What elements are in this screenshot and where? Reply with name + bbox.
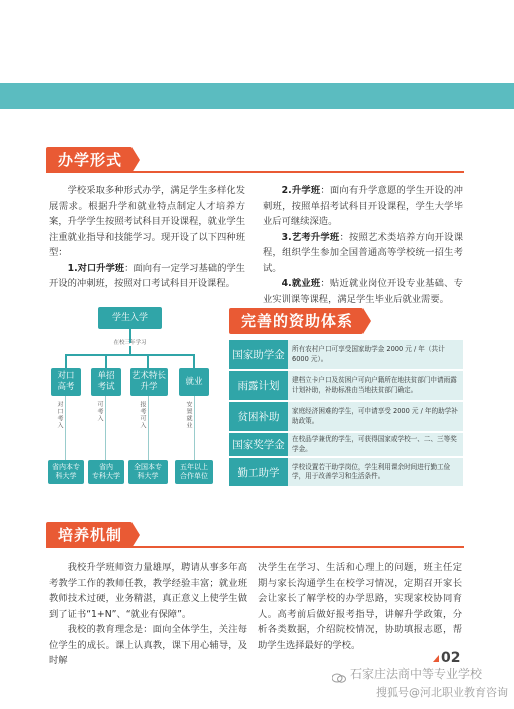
section-divider (46, 546, 464, 548)
item2-heading: 2.升学班 (281, 185, 321, 196)
page-number: 02 (441, 650, 461, 666)
flow-box-art: 艺术特长 升学 (130, 368, 168, 396)
flow-result-provincial-college: 省内 专科大学 (88, 460, 124, 484)
flow-box-employment: 就业 (179, 368, 209, 396)
aid-description: 建档立卡户口及贫困户可向户籍所在地扶贫部门申请雨露计划补助，补助标准由当地扶贫部门确定。 (288, 371, 463, 400)
aid-description: 学校设置若干助学岗位，学生利用课余时间进行勤工俭学，用于改善学习和生活条件。 (288, 458, 463, 486)
training-right-column (258, 560, 462, 653)
flow-path-label: 可考入 (96, 401, 103, 422)
section-divider (46, 171, 464, 173)
aid-label: 雨露计划 (229, 371, 288, 400)
school-form-left-column (49, 183, 245, 292)
flow-vertical-line (105, 396, 106, 464)
training-paragraph-1: 我校升学班师资力量雄厚，聘请从事多年高考教学工作的教师任教，教学经验丰富；就业班教师技术过硬，业务精湛，真正意义上使学生做到了证书“1+N”、“就业有保障”。 (49, 562, 247, 620)
flow-path-label: 报考可入 (139, 401, 146, 429)
item4-heading: 4.就业班 (281, 278, 321, 289)
aid-row (229, 433, 463, 456)
triangle-icon (433, 655, 439, 662)
aid-label: 贫困补助 (229, 402, 288, 431)
aid-row (229, 371, 463, 400)
flow-box-duikou: 对口 高考 (51, 368, 81, 396)
item3-text: ：按照艺术类培养方向开设课程，组织学生参加全国普通高等学校统一招生考试。 (263, 231, 463, 274)
header-band (0, 83, 514, 109)
aid-label: 国家助学金 (229, 340, 288, 369)
item4-text: ：贴近就业岗位开设专业基础、专业实训课等课程，满足学生毕业后就业需要。 (263, 278, 463, 305)
item2-text: ：面向有升学意愿的学生开设的冲刺班，按照单招考试科目开设课程，学生大学毕业后可继续深造。 (263, 185, 463, 227)
flow-path-label: 对口考入 (56, 401, 63, 429)
training-left-column (49, 560, 247, 669)
section-title-training: 培养机制 (46, 522, 132, 548)
flow-result-national-university: 全国本专 科大学 (128, 460, 168, 484)
flow-box-danzhao: 单招 考试 (91, 368, 121, 396)
aid-row (229, 340, 463, 369)
flow-connector (147, 354, 149, 368)
aid-row (229, 458, 463, 486)
section-title-aid-system: 完善的资助体系 (229, 308, 363, 334)
aid-description: 家庭经济困难的学生，可申请享受 2000 元 / 年的助学补助政策。 (288, 402, 463, 431)
aid-label: 勤工助学 (229, 458, 288, 486)
watermark-school: 石家庄法商中等专业学校 (350, 667, 483, 681)
aid-description: 在校品学兼优的学生，可获得国家或学校一、二、三等奖学金。 (288, 433, 463, 456)
aid-label: 国家奖学金 (229, 433, 288, 456)
flow-top-box: 学生入学 (98, 307, 162, 329)
item1-heading: 1.对口升学班 (67, 262, 125, 274)
section-title-school-form: 办学形式 (46, 147, 132, 173)
aid-row (229, 402, 463, 431)
flow-vertical-line (65, 396, 66, 464)
flow-subtitle: 在校三年学习 (113, 340, 147, 346)
wechat-icon (332, 668, 346, 678)
flow-result-provincial-university: 省内本专 科大学 (48, 460, 84, 484)
flow-horizontal-line (65, 354, 195, 356)
flow-vertical-line (148, 396, 149, 464)
school-form-right-column (263, 183, 463, 307)
flow-connector (193, 354, 195, 368)
item1-text: ：面向有一定学习基础的学生开设的冲刺班，按照对口考试科目开设课程。 (49, 262, 245, 289)
flow-result-partner-companies: 五年以上 合作单位 (175, 460, 213, 484)
flow-connector (65, 354, 67, 368)
intro-paragraph: 学校采取多种形式办学，满足学生多样化发展需求。根据升学和就业特点制定人才培养方案，升学学生按照考试科目开设课程，就业学生注重就业指导和技能学习。现开设了以下四种班型： (49, 185, 245, 258)
item3-heading: 3.艺考升学班 (281, 231, 340, 243)
flow-connector (105, 354, 107, 368)
flow-vertical-line (194, 396, 195, 464)
flow-path-label: 安置就业 (185, 401, 192, 429)
watermark-credit: 搜狐号@河北职业教育咨询 (376, 686, 508, 699)
aid-description: 所有农村户口可享受国家助学金 2000 元 / 年（共计 6000 元）。 (288, 340, 463, 369)
admission-flowchart (48, 305, 218, 485)
training-paragraph-2-cont: 决学生在学习、生活和心理上的问题，班主任定期与家长沟通学生在校学习情况，定期召开家长会让家长了解学校的办学思路，实现家校协同育人。高考前后做好报考指导，讲解升学政策，分析各类数据，介绍院校情况，协助填报志愿，帮助学生选择最好的学校。 (258, 562, 462, 651)
training-paragraph-2: 我校的教育理念是：面向全体学生，关注每位学生的成长。课上认真教，课下用心辅导，及时解 (49, 624, 247, 666)
